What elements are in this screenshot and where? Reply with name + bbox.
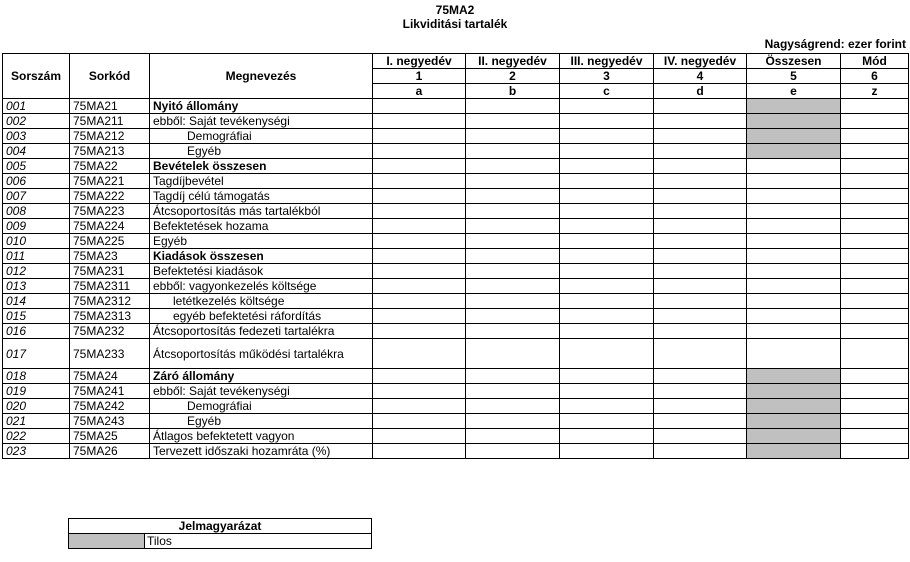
value-cell[interactable] [654,249,747,264]
legend-label: Tilos [145,534,372,549]
value-cell[interactable] [747,414,841,429]
row-name: Bevételek összesen [150,159,373,174]
row-code: 75MA231 [70,264,150,279]
value-cell[interactable] [747,234,841,249]
table-row [3,129,909,144]
table-row [3,414,909,429]
value-cell[interactable] [466,249,560,264]
value-cell[interactable] [560,384,654,399]
row-name: Záró állomány [150,369,373,384]
value-cell[interactable] [466,264,560,279]
row-name: Befektetések hozama [150,219,373,234]
value-cell[interactable] [466,114,560,129]
table-row [3,279,909,294]
header-sorszam: Sorszám [3,54,70,99]
value-cell[interactable] [560,369,654,384]
value-cell[interactable] [560,234,654,249]
value-cell[interactable] [373,159,466,174]
value-cell[interactable] [560,99,654,114]
row-number: 014 [3,294,70,309]
legend-table [68,518,372,549]
row-code: 75MA241 [70,384,150,399]
table-row [3,114,909,129]
row-code: 75MA233 [70,339,150,369]
value-cell[interactable] [654,99,747,114]
row-name: Átcsoportosítás fedezeti tartalékra [150,324,373,339]
row-name: Tagdíjbevétel [150,174,373,189]
value-cell[interactable] [654,129,747,144]
header-column: IV. negyedév [654,54,747,69]
row-number: 009 [3,219,70,234]
row-code: 75MA221 [70,174,150,189]
table-row [3,99,909,114]
value-cell[interactable] [747,279,841,294]
table-row [3,384,909,399]
row-name: ebből: vagyonkezelés költsége [150,279,373,294]
value-cell[interactable] [747,219,841,234]
row-number: 002 [3,114,70,129]
value-cell[interactable] [841,444,909,459]
row-name: Egyéb [150,144,373,159]
header-column-letter: b [466,84,560,99]
header-column-letter: e [747,84,841,99]
value-cell[interactable] [373,279,466,294]
value-cell[interactable] [841,324,909,339]
value-cell[interactable] [466,189,560,204]
value-cell[interactable] [373,444,466,459]
header-column: Mód [841,54,909,69]
value-cell[interactable] [841,309,909,324]
value-cell[interactable] [841,144,909,159]
header-column-letter: a [373,84,466,99]
table-row [3,429,909,444]
row-code: 75MA211 [70,114,150,129]
value-cell[interactable] [466,159,560,174]
value-cell[interactable] [747,384,841,399]
header-column: I. negyedév [373,54,466,69]
row-code: 75MA2311 [70,279,150,294]
value-cell[interactable] [654,189,747,204]
row-number: 004 [3,144,70,159]
value-cell[interactable] [466,294,560,309]
value-cell[interactable] [373,174,466,189]
header-row-quarters [3,54,909,69]
header-column-number: 5 [747,69,841,84]
value-cell[interactable] [560,294,654,309]
value-cell[interactable] [654,114,747,129]
row-number: 013 [3,279,70,294]
row-number: 006 [3,174,70,189]
value-cell[interactable] [841,399,909,414]
header-column: II. negyedév [466,54,560,69]
value-cell[interactable] [654,429,747,444]
value-cell[interactable] [747,129,841,144]
value-cell[interactable] [654,309,747,324]
value-cell[interactable] [654,144,747,159]
table-row [3,204,909,219]
value-cell[interactable] [560,444,654,459]
value-cell[interactable] [747,339,841,369]
row-number: 015 [3,309,70,324]
value-cell[interactable] [654,159,747,174]
value-cell[interactable] [373,324,466,339]
data-table [2,53,909,459]
value-cell[interactable] [747,159,841,174]
value-cell[interactable] [841,204,909,219]
value-cell[interactable] [373,99,466,114]
value-cell[interactable] [560,159,654,174]
form-subtitle: Likviditási tartalék [402,17,508,31]
header-sorkod: Sorkód [70,54,150,99]
row-code: 75MA213 [70,144,150,159]
header-megnevezes: Megnevezés [150,54,373,99]
row-number: 021 [3,414,70,429]
row-number: 017 [3,339,70,369]
value-cell[interactable] [747,144,841,159]
row-name: Tervezett időszaki hozamráta (%) [150,444,373,459]
row-name: Egyéb [150,414,373,429]
row-name: Demográfiai [150,129,373,144]
header-column-number: 4 [654,69,747,84]
header-column: III. negyedév [560,54,654,69]
value-cell[interactable] [747,174,841,189]
table-row [3,174,909,189]
row-name: Kiadások összesen [150,249,373,264]
table-row [3,189,909,204]
value-cell[interactable] [466,414,560,429]
value-cell[interactable] [560,264,654,279]
row-number: 022 [3,429,70,444]
row-code: 75MA24 [70,369,150,384]
header-column-letter: c [560,84,654,99]
value-cell[interactable] [560,204,654,219]
value-cell[interactable] [560,324,654,339]
row-number: 019 [3,384,70,399]
value-cell[interactable] [466,279,560,294]
value-cell[interactable] [747,294,841,309]
value-cell[interactable] [747,429,841,444]
value-cell[interactable] [560,399,654,414]
value-cell[interactable] [654,369,747,384]
value-cell[interactable] [841,159,909,174]
table-row [3,264,909,279]
value-cell[interactable] [841,429,909,444]
value-cell[interactable] [373,429,466,444]
value-cell[interactable] [373,129,466,144]
row-number: 003 [3,129,70,144]
value-cell[interactable] [373,219,466,234]
row-code: 75MA222 [70,189,150,204]
value-cell[interactable] [747,324,841,339]
value-cell[interactable] [841,174,909,189]
row-code: 75MA224 [70,219,150,234]
value-cell[interactable] [466,399,560,414]
value-cell[interactable] [560,144,654,159]
value-cell[interactable] [466,384,560,399]
row-number: 018 [3,369,70,384]
value-cell[interactable] [560,174,654,189]
value-cell[interactable] [654,339,747,369]
table-row [3,144,909,159]
value-cell[interactable] [841,219,909,234]
value-cell[interactable] [841,294,909,309]
value-cell[interactable] [560,189,654,204]
value-cell[interactable] [373,414,466,429]
header-column-number: 1 [373,69,466,84]
value-cell[interactable] [560,114,654,129]
header-column: Összesen [747,54,841,69]
value-cell[interactable] [841,129,909,144]
value-cell[interactable] [560,279,654,294]
value-cell[interactable] [373,189,466,204]
value-cell[interactable] [466,99,560,114]
header-column-number: 3 [560,69,654,84]
value-cell[interactable] [560,249,654,264]
table-row [3,444,909,459]
table-row [3,324,909,339]
table-row [3,339,909,369]
value-cell[interactable] [841,249,909,264]
legend-title: Jelmagyarázat [69,519,372,534]
row-name: egyéb befektetési ráfordítás [150,309,373,324]
value-cell[interactable] [654,399,747,414]
value-cell[interactable] [373,249,466,264]
value-cell[interactable] [841,114,909,129]
value-cell[interactable] [747,249,841,264]
row-code: 75MA223 [70,204,150,219]
row-code: 75MA2312 [70,294,150,309]
value-cell[interactable] [373,264,466,279]
table-row [3,234,909,249]
row-number: 012 [3,264,70,279]
value-cell[interactable] [747,309,841,324]
row-number: 010 [3,234,70,249]
value-cell[interactable] [373,384,466,399]
value-cell[interactable] [560,309,654,324]
header-column-number: 2 [466,69,560,84]
value-cell[interactable] [841,189,909,204]
value-cell[interactable] [466,234,560,249]
value-cell[interactable] [560,414,654,429]
row-number: 005 [3,159,70,174]
value-cell[interactable] [466,369,560,384]
row-code: 75MA23 [70,249,150,264]
value-cell[interactable] [466,309,560,324]
value-cell[interactable] [654,384,747,399]
row-name: Egyéb [150,234,373,249]
form-code-title: 75MA2 [435,3,475,17]
value-cell[interactable] [841,234,909,249]
value-cell[interactable] [654,414,747,429]
value-cell[interactable] [747,189,841,204]
row-name: Befektetési kiadások [150,264,373,279]
table-row [3,399,909,414]
row-number: 011 [3,249,70,264]
value-cell[interactable] [466,204,560,219]
value-cell[interactable] [747,369,841,384]
row-name: Nyitó állomány [150,99,373,114]
value-cell[interactable] [654,174,747,189]
value-cell[interactable] [466,174,560,189]
header-column-number: 6 [841,69,909,84]
value-cell[interactable] [841,339,909,369]
table-row [3,309,909,324]
row-code: 75MA21 [70,99,150,114]
table-row [3,219,909,234]
value-cell[interactable] [654,294,747,309]
value-cell[interactable] [654,204,747,219]
value-cell[interactable] [747,444,841,459]
row-code: 75MA225 [70,234,150,249]
value-cell[interactable] [654,219,747,234]
row-number: 020 [3,399,70,414]
value-cell[interactable] [466,324,560,339]
row-code: 75MA242 [70,399,150,414]
value-cell[interactable] [747,114,841,129]
row-number: 001 [3,99,70,114]
value-cell[interactable] [841,279,909,294]
row-code: 75MA232 [70,324,150,339]
value-cell[interactable] [747,399,841,414]
value-cell[interactable] [747,264,841,279]
row-number: 023 [3,444,70,459]
row-name: ebből: Saját tevékenységi [150,384,373,399]
value-cell[interactable] [373,294,466,309]
value-cell[interactable] [466,444,560,459]
row-name: Demográfiai [150,399,373,414]
value-cell[interactable] [466,129,560,144]
value-cell[interactable] [373,369,466,384]
table-row [3,249,909,264]
value-cell[interactable] [841,264,909,279]
value-cell[interactable] [373,339,466,369]
value-cell[interactable] [560,219,654,234]
value-cell[interactable] [841,369,909,384]
value-cell[interactable] [560,339,654,369]
value-cell[interactable] [747,204,841,219]
value-cell[interactable] [466,219,560,234]
row-code: 75MA26 [70,444,150,459]
value-cell[interactable] [373,309,466,324]
value-cell[interactable] [466,144,560,159]
table-row [3,294,909,309]
value-cell[interactable] [654,234,747,249]
unit-note: Nagyságrend: ezer forint [764,37,906,51]
value-cell[interactable] [654,264,747,279]
row-name: Átlagos befektetett vagyon [150,429,373,444]
value-cell[interactable] [373,144,466,159]
row-code: 75MA2313 [70,309,150,324]
row-number: 007 [3,189,70,204]
value-cell[interactable] [841,384,909,399]
value-cell[interactable] [654,279,747,294]
value-cell[interactable] [841,99,909,114]
value-cell[interactable] [654,324,747,339]
row-code: 75MA25 [70,429,150,444]
row-code: 75MA212 [70,129,150,144]
row-name: ebből: Saját tevékenységi [150,114,373,129]
value-cell[interactable] [560,429,654,444]
value-cell[interactable] [466,339,560,369]
row-code: 75MA243 [70,414,150,429]
row-name: letétkezelés költsége [150,294,373,309]
row-name: Átcsoportosítás működési tartalékra [150,339,373,369]
table-row [3,159,909,174]
row-code: 75MA22 [70,159,150,174]
value-cell[interactable] [373,234,466,249]
value-cell[interactable] [654,444,747,459]
header-column-letter: z [841,84,909,99]
row-number: 016 [3,324,70,339]
value-cell[interactable] [373,114,466,129]
row-name: Átcsoportosítás más tartalékból [150,204,373,219]
table-row [3,369,909,384]
row-number: 008 [3,204,70,219]
value-cell[interactable] [466,429,560,444]
header-column-letter: d [654,84,747,99]
value-cell[interactable] [373,399,466,414]
value-cell[interactable] [747,99,841,114]
value-cell[interactable] [373,204,466,219]
legend-swatch [69,534,145,549]
value-cell[interactable] [560,129,654,144]
row-name: Tagdíj célú támogatás [150,189,373,204]
value-cell[interactable] [841,414,909,429]
